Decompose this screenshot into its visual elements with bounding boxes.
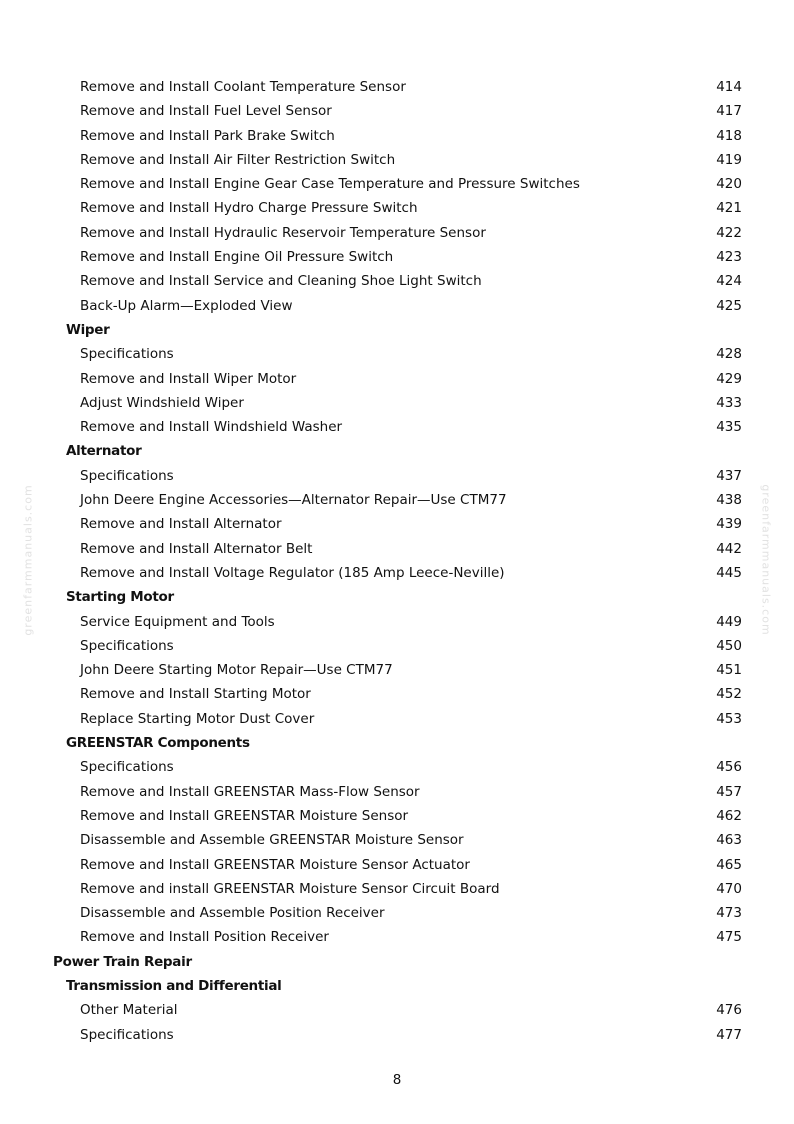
toc-entry-page-number: 419 — [716, 151, 742, 168]
toc-entry-page-number: 465 — [716, 856, 742, 873]
toc-entry-page-number: 453 — [716, 710, 742, 727]
toc-entry-page-number: 451 — [716, 662, 742, 679]
toc-entry-page-number: 438 — [716, 492, 742, 509]
toc-entry-title: Replace Starting Motor Dust Cover — [80, 710, 315, 727]
toc-entry-page-number: 425 — [716, 297, 742, 314]
toc-section-heading — [0, 950, 794, 974]
toc-entry[interactable] — [0, 707, 794, 731]
toc-entry-page-number: 424 — [716, 273, 742, 290]
toc-entry-page-number: 450 — [716, 637, 742, 654]
toc-entry[interactable] — [0, 221, 794, 245]
toc-entry-title: Specifications — [80, 637, 174, 654]
watermark-right: greenfarmmanuals.com — [759, 484, 773, 636]
toc-entry-title: Back-Up Alarm—Exploded View — [80, 297, 293, 314]
toc-entry-title: Remove and Install Service and Cleaning Shoe Light Switch — [80, 273, 482, 290]
toc-entry[interactable] — [0, 172, 794, 196]
toc-entry-title: Remove and Install Engine Oil Pressure Switch — [80, 249, 394, 266]
table-of-contents — [0, 75, 794, 1047]
toc-entry-page-number: 463 — [716, 832, 742, 849]
toc-entry[interactable] — [0, 488, 794, 512]
toc-entry-title: Remove and Install Alternator — [80, 516, 282, 533]
toc-entry-page-number: 476 — [716, 1002, 742, 1019]
toc-entry-title: Remove and Install Hydraulic Reservoir Temperature Sensor — [80, 224, 486, 241]
toc-entry[interactable] — [0, 99, 794, 123]
toc-entry[interactable] — [0, 75, 794, 99]
toc-entry-page-number: 449 — [716, 613, 742, 630]
toc-entry-page-number: 439 — [716, 516, 742, 533]
toc-entry[interactable] — [0, 877, 794, 901]
toc-section-heading — [0, 974, 794, 998]
toc-entry-title: GREENSTAR Components — [66, 735, 250, 752]
toc-entry-title: Specifications — [80, 346, 174, 363]
toc-entry-title: Other Material — [80, 1002, 178, 1019]
toc-entry-page-number: 470 — [716, 880, 742, 897]
toc-entry[interactable] — [0, 682, 794, 706]
toc-entry-title: Remove and Install Park Brake Switch — [80, 127, 335, 144]
toc-entry[interactable] — [0, 901, 794, 925]
toc-entry[interactable] — [0, 512, 794, 536]
toc-entry[interactable] — [0, 196, 794, 220]
toc-entry-title: John Deere Engine Accessories—Alternator Repair—Use CTM77 — [80, 492, 507, 509]
toc-entry[interactable] — [0, 342, 794, 366]
toc-entry-title: Specifications — [80, 759, 174, 776]
toc-entry-title: Remove and Install Engine Gear Case Temperature and Pressure Switches — [80, 176, 580, 193]
toc-entry-title: Adjust Windshield Wiper — [80, 394, 244, 411]
toc-entry[interactable] — [0, 853, 794, 877]
toc-entry-page-number: 452 — [716, 686, 742, 703]
toc-entry-page-number: 435 — [716, 419, 742, 436]
toc-entry-page-number: 437 — [716, 467, 742, 484]
toc-entry-page-number: 420 — [716, 176, 742, 193]
toc-entry-page-number: 442 — [716, 540, 742, 557]
toc-entry[interactable] — [0, 294, 794, 318]
toc-entry[interactable] — [0, 415, 794, 439]
toc-entry[interactable] — [0, 148, 794, 172]
toc-entry[interactable] — [0, 391, 794, 415]
toc-entry-title: Starting Motor — [66, 589, 174, 606]
toc-entry-title: Remove and Install Hydro Charge Pressure Switch — [80, 200, 418, 217]
toc-section-heading — [0, 585, 794, 609]
toc-section-heading — [0, 731, 794, 755]
toc-entry-title: Remove and install GREENSTAR Moisture Sensor Circuit Board — [80, 880, 500, 897]
toc-entry-title: Remove and Install Alternator Belt — [80, 540, 313, 557]
toc-entry-title: Alternator — [66, 443, 142, 460]
toc-entry[interactable] — [0, 658, 794, 682]
toc-entry-title: Remove and Install Wiper Motor — [80, 370, 297, 387]
toc-entry-title: Remove and Install Coolant Temperature Sensor — [80, 79, 406, 95]
toc-entry[interactable] — [0, 561, 794, 585]
toc-entry[interactable] — [0, 828, 794, 852]
toc-entry-page-number: 462 — [716, 807, 742, 824]
toc-entry-title: Remove and Install Starting Motor — [80, 686, 311, 703]
toc-entry[interactable] — [0, 804, 794, 828]
toc-entry[interactable] — [0, 124, 794, 148]
toc-entry-title: Wiper — [66, 321, 110, 338]
toc-section-heading — [0, 439, 794, 463]
toc-entry-title: Service Equipment and Tools — [80, 613, 275, 630]
toc-entry-page-number: 477 — [716, 1026, 742, 1043]
toc-entry[interactable] — [0, 998, 794, 1022]
toc-entry[interactable] — [0, 367, 794, 391]
toc-entry[interactable] — [0, 245, 794, 269]
toc-entry[interactable] — [0, 269, 794, 293]
toc-entry-page-number: 457 — [716, 783, 742, 800]
toc-entry-page-number: 418 — [716, 127, 742, 144]
toc-entry-title: Remove and Install Windshield Washer — [80, 419, 343, 436]
toc-entry[interactable] — [0, 1023, 794, 1047]
toc-entry-title: Power Train Repair — [53, 953, 192, 970]
toc-entry-page-number: 456 — [716, 759, 742, 776]
toc-entry-title: Specifications — [80, 1026, 174, 1043]
watermark-left: greenfarmmanuals.com — [21, 484, 35, 636]
toc-entry-title: Remove and Install GREENSTAR Moisture Sensor Actuator — [80, 856, 470, 873]
toc-entry-page-number: 475 — [716, 929, 742, 946]
toc-entry-page-number: 428 — [716, 346, 742, 363]
toc-entry[interactable] — [0, 780, 794, 804]
toc-entry-page-number: 417 — [716, 103, 742, 120]
toc-entry-title: Transmission and Differential — [66, 977, 282, 994]
toc-entry-page-number: 422 — [716, 224, 742, 241]
toc-entry-page-number: 429 — [716, 370, 742, 387]
toc-entry[interactable] — [0, 925, 794, 949]
toc-entry-page-number: 445 — [716, 564, 742, 581]
toc-entry[interactable] — [0, 634, 794, 658]
toc-entry-page-number: 423 — [716, 249, 742, 266]
toc-entry[interactable] — [0, 537, 794, 561]
toc-entry-title: Disassemble and Assemble Position Receiver — [80, 905, 385, 922]
page-number: 8 — [392, 1072, 402, 1088]
toc-entry-title: Specifications — [80, 467, 174, 484]
toc-entry[interactable] — [0, 464, 794, 488]
toc-entry-title: Disassemble and Assemble GREENSTAR Moisture Sensor — [80, 832, 464, 849]
toc-entry-page-number: 421 — [716, 200, 742, 217]
toc-entry-title: Remove and Install GREENSTAR Moisture Sensor — [80, 807, 409, 824]
toc-entry-title: Remove and Install Position Receiver — [80, 929, 329, 946]
toc-entry-page-number: 473 — [716, 905, 742, 922]
toc-entry[interactable] — [0, 755, 794, 779]
toc-entry-title: Remove and Install Air Filter Restriction Switch — [80, 151, 396, 168]
toc-entry-page-number: 414 — [716, 79, 742, 95]
toc-entry-title: Remove and Install Fuel Level Sensor — [80, 103, 332, 120]
toc-entry[interactable] — [0, 610, 794, 634]
toc-entry-title: Remove and Install Voltage Regulator (185 Amp Leece-Neville) — [80, 564, 505, 581]
toc-entry-page-number: 433 — [716, 394, 742, 411]
toc-entry-title: John Deere Starting Motor Repair—Use CTM77 — [80, 662, 393, 679]
toc-section-heading — [0, 318, 794, 342]
toc-entry-title: Remove and Install GREENSTAR Mass-Flow Sensor — [80, 783, 420, 800]
